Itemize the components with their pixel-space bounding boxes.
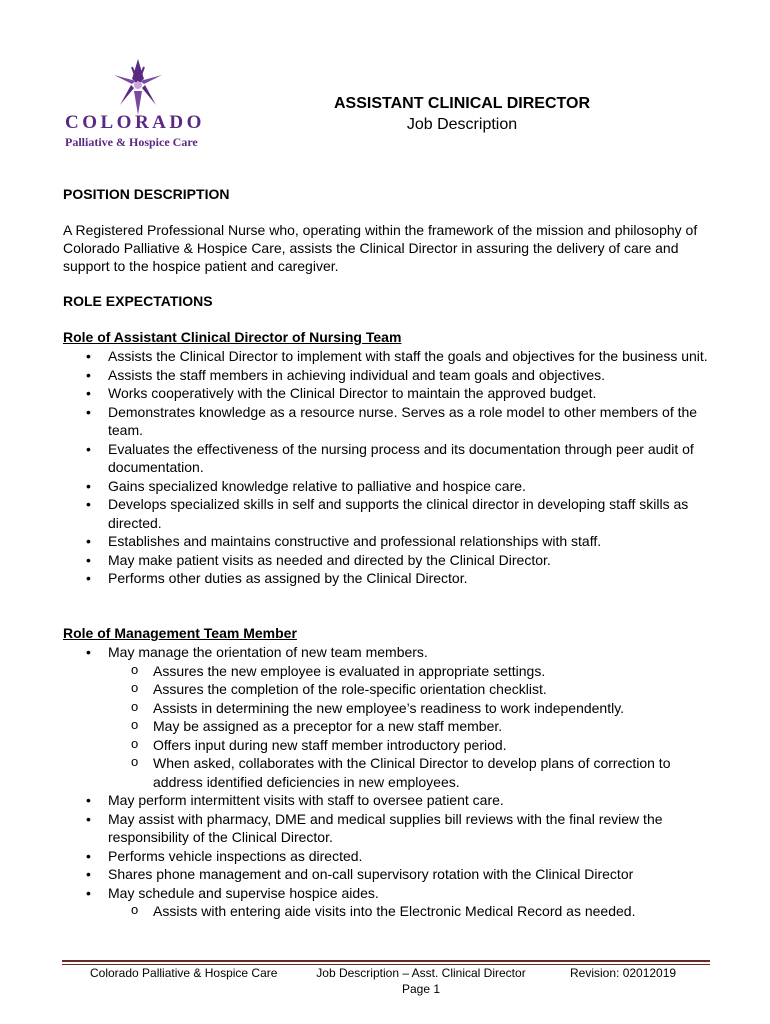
- document-title: ASSISTANT CLINICAL DIRECTOR: [333, 95, 590, 112]
- list-item: • Assists the staff members in achieving individual and team goals and objectives.: [63, 366, 718, 385]
- role-expectations-heading: ROLE EXPECTATIONS: [63, 293, 213, 309]
- sub-list-item: o May be assigned as a preceptor for a new staff member.: [108, 717, 718, 736]
- footer-divider-thin: [62, 964, 710, 965]
- sub-list: [108, 662, 718, 792]
- list-item: • Shares phone management and on-call supervisory rotation with the Clinical Director: [63, 865, 718, 884]
- sub-list-item: o Assures the new employee is evaluated in appropriate settings.: [108, 662, 718, 681]
- list-item: • May perform intermittent visits with staff to oversee patient care.: [63, 791, 718, 810]
- position-description-text: A Registered Professional Nurse who, operating within the framework of the mission and philosophy of Colorado Palliative & Hospice Care, assists the Clinical Director in assuring the delivery of care and support to the hospice patient and caregiver.: [63, 222, 698, 274]
- organization-logo: [62, 57, 212, 147]
- bullet-list-management-team: [63, 643, 718, 921]
- list-item-text: May schedule and supervise hospice aides.: [108, 884, 379, 901]
- list-item: • May assist with pharmacy, DME and medical supplies bill reviews with the final review the responsibility of the Clinical Director.: [63, 810, 718, 847]
- sub-list-item: o Assists in determining the new employee’s readiness to work independently.: [108, 699, 718, 718]
- columbine-flower-icon: [112, 57, 164, 117]
- list-item: • Evaluates the effectiveness of the nursing process and its documentation through peer audit of documentation.: [63, 440, 718, 477]
- list-item: [63, 643, 718, 791]
- list-item: • Establishes and maintains constructive and professional relationships with staff.: [63, 532, 718, 551]
- list-item: • Performs other duties as assigned by the Clinical Director.: [63, 569, 718, 588]
- list-item: • Gains specialized knowledge relative to palliative and hospice care.: [63, 477, 718, 496]
- document-subtitle: Job Description: [406, 116, 518, 133]
- section-heading-assistant-clinical-director: Role of Assistant Clinical Director of Nursing Team: [63, 329, 402, 345]
- position-description-heading: POSITION DESCRIPTION: [63, 186, 230, 202]
- list-item: • Works cooperatively with the Clinical Director to maintain the approved budget.: [63, 384, 718, 403]
- section-heading-management-team: Role of Management Team Member: [63, 625, 297, 641]
- logo-tagline: Palliative & Hospice Care: [65, 135, 198, 149]
- sub-list: [108, 902, 718, 921]
- footer-organization: Colorado Palliative & Hospice Care: [90, 966, 278, 980]
- sub-list-item: o When asked, collaborates with the Clinical Director to develop plans of correction to address identified deficiencies in new employees.: [108, 754, 718, 791]
- bullet-list-assistant-director: [63, 347, 718, 588]
- sub-list-item: o Offers input during new staff member introductory period.: [108, 736, 718, 755]
- footer-divider: [62, 960, 710, 962]
- list-item: • Demonstrates knowledge as a resource nurse. Serves as a role model to other members of the team.: [63, 403, 718, 440]
- list-item: • May make patient visits as needed and directed by the Clinical Director.: [63, 551, 718, 570]
- footer-page-number: Page 1: [401, 982, 441, 996]
- list-item: • Develops specialized skills in self and supports the clinical director in developing staff skills as directed.: [63, 495, 718, 532]
- sub-list-item: o Assures the completion of the role-specific orientation checklist.: [108, 680, 718, 699]
- footer-document-title: Job Description – Asst. Clinical Director: [316, 966, 526, 980]
- sub-list-item: o Assists with entering aide visits into the Electronic Medical Record as needed.: [108, 902, 718, 921]
- list-item: [63, 884, 718, 921]
- list-item-text: May manage the orientation of new team members.: [108, 644, 428, 660]
- logo-name: COLORADO: [65, 112, 205, 133]
- footer-document-block: [310, 966, 532, 996]
- list-item: • Assists the Clinical Director to implement with staff the goals and objectives for the business unit.: [63, 347, 718, 366]
- footer-revision: Revision: 02012019: [570, 966, 677, 980]
- list-item: • Performs vehicle inspections as directed.: [63, 847, 718, 866]
